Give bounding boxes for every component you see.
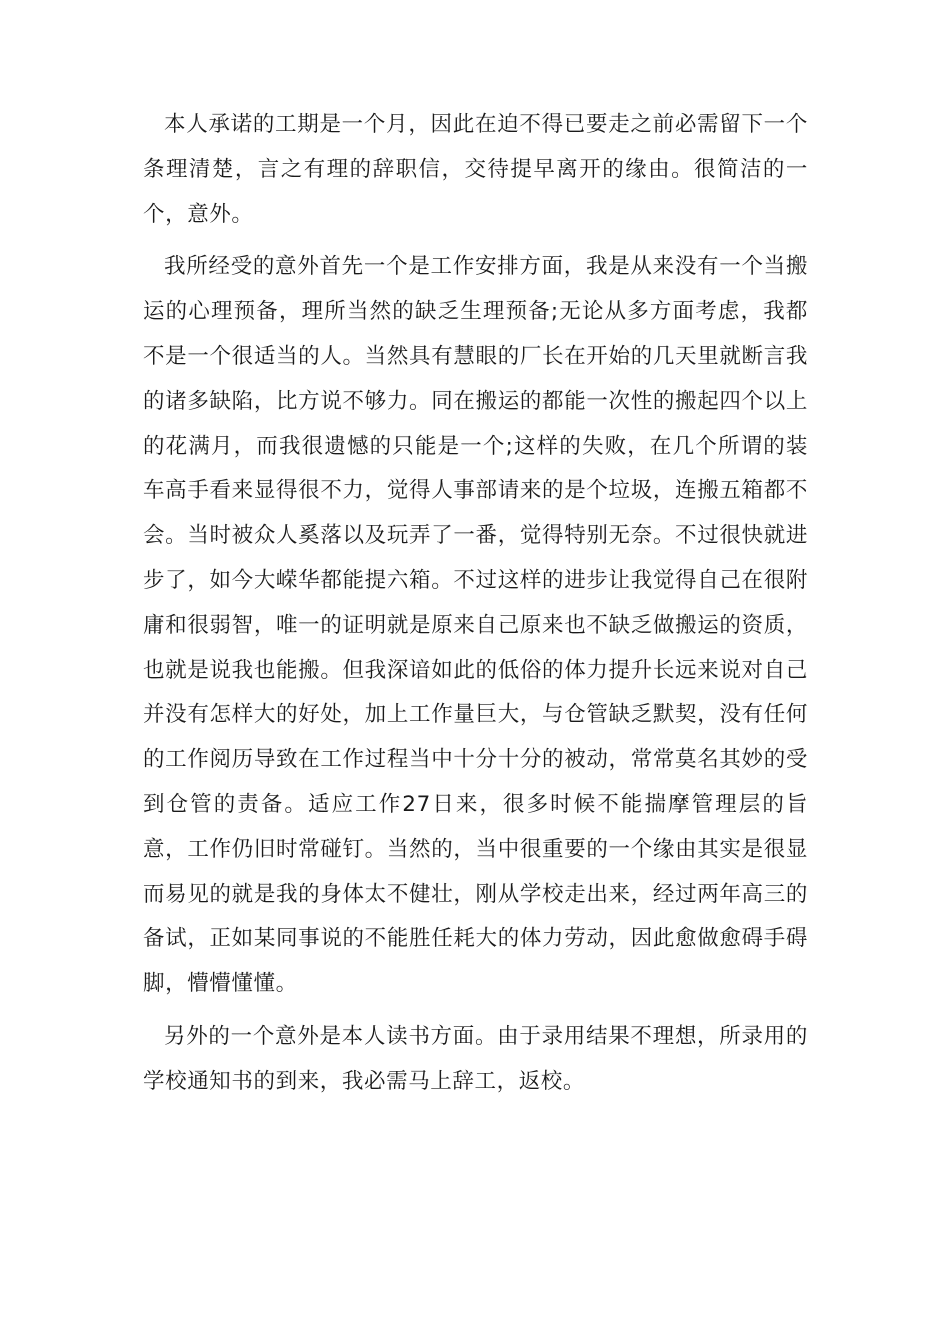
document-body (143, 103, 808, 1105)
paragraph-3: 另外的一个意外是本人读书方面。由于录用结果不理想，所录用的学校通知书的到来，我必需马上辞工，返校。 (143, 1023, 808, 1094)
paragraph-1: 本人承诺的工期是一个月，因此在迫不得已要走之前必需留下一个条理清楚，言之有理的辞职信，交待提早离开的缘由。很简洁的一个，意外。 (143, 112, 808, 227)
paragraph-2: 我所经受的意外首先一个是工作安排方面，我是从来没有一个当搬运的心理预备，理所当然的缺乏生理预备;无论从多方面考虑，我都不是一个很适当的人。当然具有慧眼的厂长在开始的几天里就断言我的诸多缺陷，比方说不够力。同在搬运的都能一次性的搬起四个以上的花满月，而我很遗憾的只能是一个;这样的失败，在几个所谓的装车高手看来显得很不力，觉得人事部请来的是个垃圾，连搬五箱都不会。当时被众人奚落以及玩弄了一番，觉得特别无奈。不过很快就进步了，如今大嵘华都能提六箱。不过这样的进步让我觉得自己在很附庸和很弱智，唯一的证明就是原来自己原来也不缺乏做搬运的资质，也就是说我也能搬。但我深谙如此的低俗的体力提升长远来说对自己并没有怎样大的好处，加上工作量巨大，与仓管缺乏默契，没有任何的工作阅历导致在工作过程当中十分十分的被动，常常莫名其妙的受到仓管的责备。适应工作27日来，很多时候不能揣摩管理层的旨意，工作仍旧时常碰钉。当然的，当中很重要的一个缘由其实是很显而易见的就是我的身体太不健壮，刚从学校走出来，经过两年高三的备试，正如某同事说的不能胜任耗大的体力劳动，因此愈做愈碍手碍脚，懵懵懂懂。 (143, 254, 808, 997)
